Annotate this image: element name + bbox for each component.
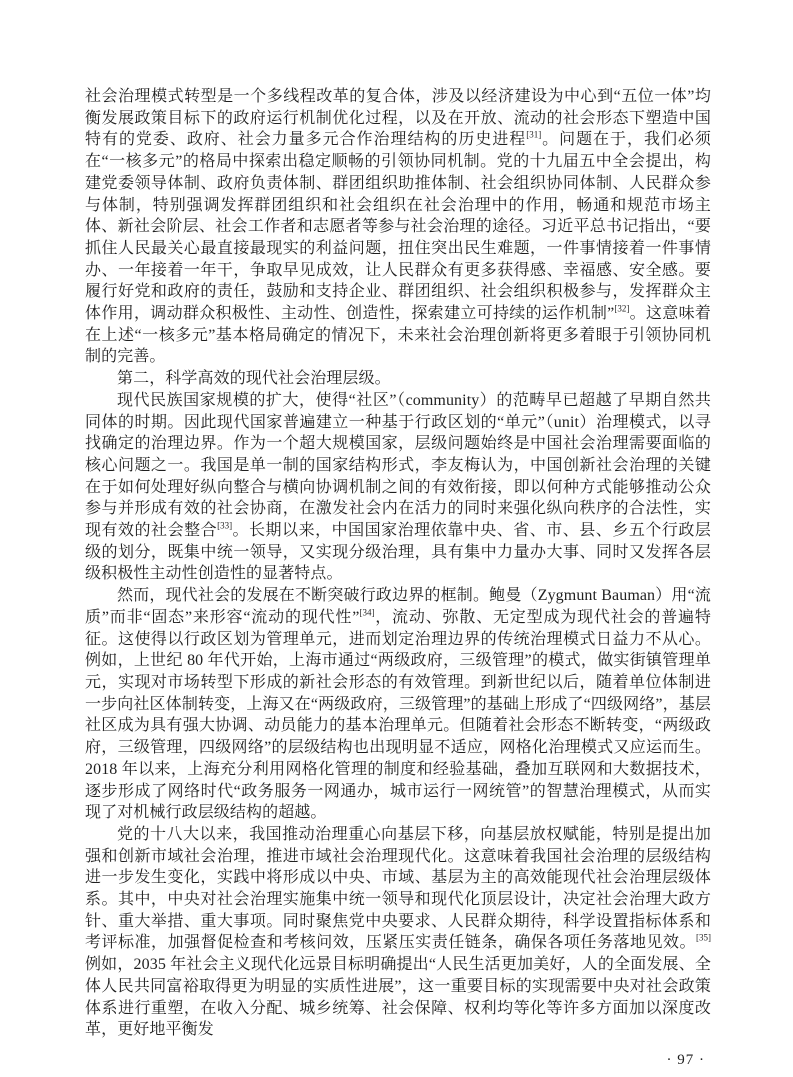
- paragraph: 然而，现代社会的发展在不断突破行政边界的框制。鲍曼（Zygmunt Bauman）用“流质”而非“固态”来形容“流动的现代性”[34]，流动、弥散、无定型成为现代社会的普遍特征。这使得以行政区划为管理单元，进而划定治理边界的传统治理模式日益力不从心。例如，上世纪 80 年代开始，上海市通过“两级政府，三级管理”的模式，做实街镇管理单元，实现对市场转型下形成的新社会形态的有效管理。到新世纪以后，随着单位体制进一步向社区体制转变，上海又在“两级政府，三级管理”的基础上形成了“四级网络”，基层社区成为具有强大协调、动员能力的基本治理单元。但随着社会形态不断转变，“两级政府，三级管理，四级网络”的层级结构也出现明显不适应，网格化治理模式又应运而生。2018 年以来，上海充分利用网格化管理的制度和经验基础，叠加互联网和大数据技术，逐步形成了网络时代“政务服务一网通办，城市运行一网统管”的智慧治理模式，从而实现了对机械行政层级结构的超越。: [85, 587, 711, 822]
- footnote-ref: [32]: [614, 303, 630, 314]
- footnote-ref: [31]: [526, 130, 542, 141]
- paragraph: 党的十八大以来，我国推动治理重心向基层下移，向基层放权赋能，特别是提出加强和创新市域社会治理，推进市域社会治理现代化。这意味着我国社会治理的层级结构进一步发生变化，实践中将形成以中央、市域、基层为主的高效能现代社会治理层级体系。其中，中央对社会治理实施集中统一领导和现代化顶层设计，决定社会治理大政方针、重大举措、重大事项。同时聚焦党中央要求、人民群众期待，科学设置指标体系和考评标准，加强督促检查和考核问效，压紧压实责任链条，确保各项任务落地见效。[35]例如，2035 年社会主义现代化远景目标明确提出“人民生活更加美好，人的全面发展、全体人民共同富裕取得更为明显的实质性进展”，这一重要目标的实现需要中央对社会政策体系进行重塑，在收入分配、城乡统筹、社会保障、权利均等化等许多方面加以深度改革，更好地平衡发: [85, 825, 711, 1039]
- page-number: · 97 ·: [666, 1051, 705, 1068]
- text-block: [85, 86, 711, 1072]
- footnote-ref: [35]: [696, 933, 711, 944]
- footnote-ref: [33]: [217, 520, 233, 531]
- paragraph: 社会治理模式转型是一个多线程改革的复合体，涉及以经济建设为中心到“五位一体”均衡发展政策目标下的政府运行机制优化过程，以及在开放、流动的社会形态下塑造中国特有的党委、政府、社会力量多元合作治理结构的历史进程[31]。问题在于，我们必须在“一核多元”的格局中探索出稳定顺畅的引领协同机制。党的十九届五中全会提出，构建党委领导体制、政府负责体制、群团组织助推体制、社会组织协同体制、人民群众参与体制，特别强调发挥群团组织和社会组织在社会治理中的作用，畅通和规范市场主体、新社会阶层、社会工作者和志愿者等参与社会治理的途径。习近平总书记指出，“要抓住人民最关心最直接最现实的利益问题，扭住突出民生难题，一件事情接着一件事情办、一年接着一年干，争取早见成效，让人民群众有更多获得感、幸福感、安全感。要履行好党和政府的责任，鼓励和支持企业、群团组织、社会组织积极参与，发挥群众主体作用，调动群众积极性、主动性、创造性，探索建立可持续的运作机制”[32]。这意味着在上述“一核多元”基本格局确定的情况下，未来社会治理创新将更多着眼于引领协同机制的完善。: [85, 88, 711, 366]
- footnote-ref: [34]: [359, 607, 375, 618]
- paragraph: 现代民族国家规模的扩大，使得“社区”（community）的范畴早已超越了早期自然共同体的时期。因此现代国家普遍建立一种基于行政区划的“单元”（unit）治理模式，以寻找确定的治理边界。作为一个超大规模国家，层级问题始终是中国社会治理需要面临的核心问题之一。我国是单一制的国家结构形式，李友梅认为，中国创新社会治理的关键在于如何处理好纵向整合与横向协调机制之间的有效衔接，即以何种方式能够推动公众参与并形成有效的社会协商，在激发社会内在活力的同时来强化纵向秩序的合法性，实现有效的社会整合[33]。长期以来，中国国家治理依靠中央、省、市、县、乡五个行政层级的划分，既集中统一领导，又实现分级治理，具有集中力量办大事、同时又发挥各层级积极性主动性创造性的显著特点。: [85, 391, 711, 583]
- paragraph-container: [85, 86, 711, 1041]
- paragraph: 第二，科学高效的现代社会治理层级。: [117, 370, 391, 388]
